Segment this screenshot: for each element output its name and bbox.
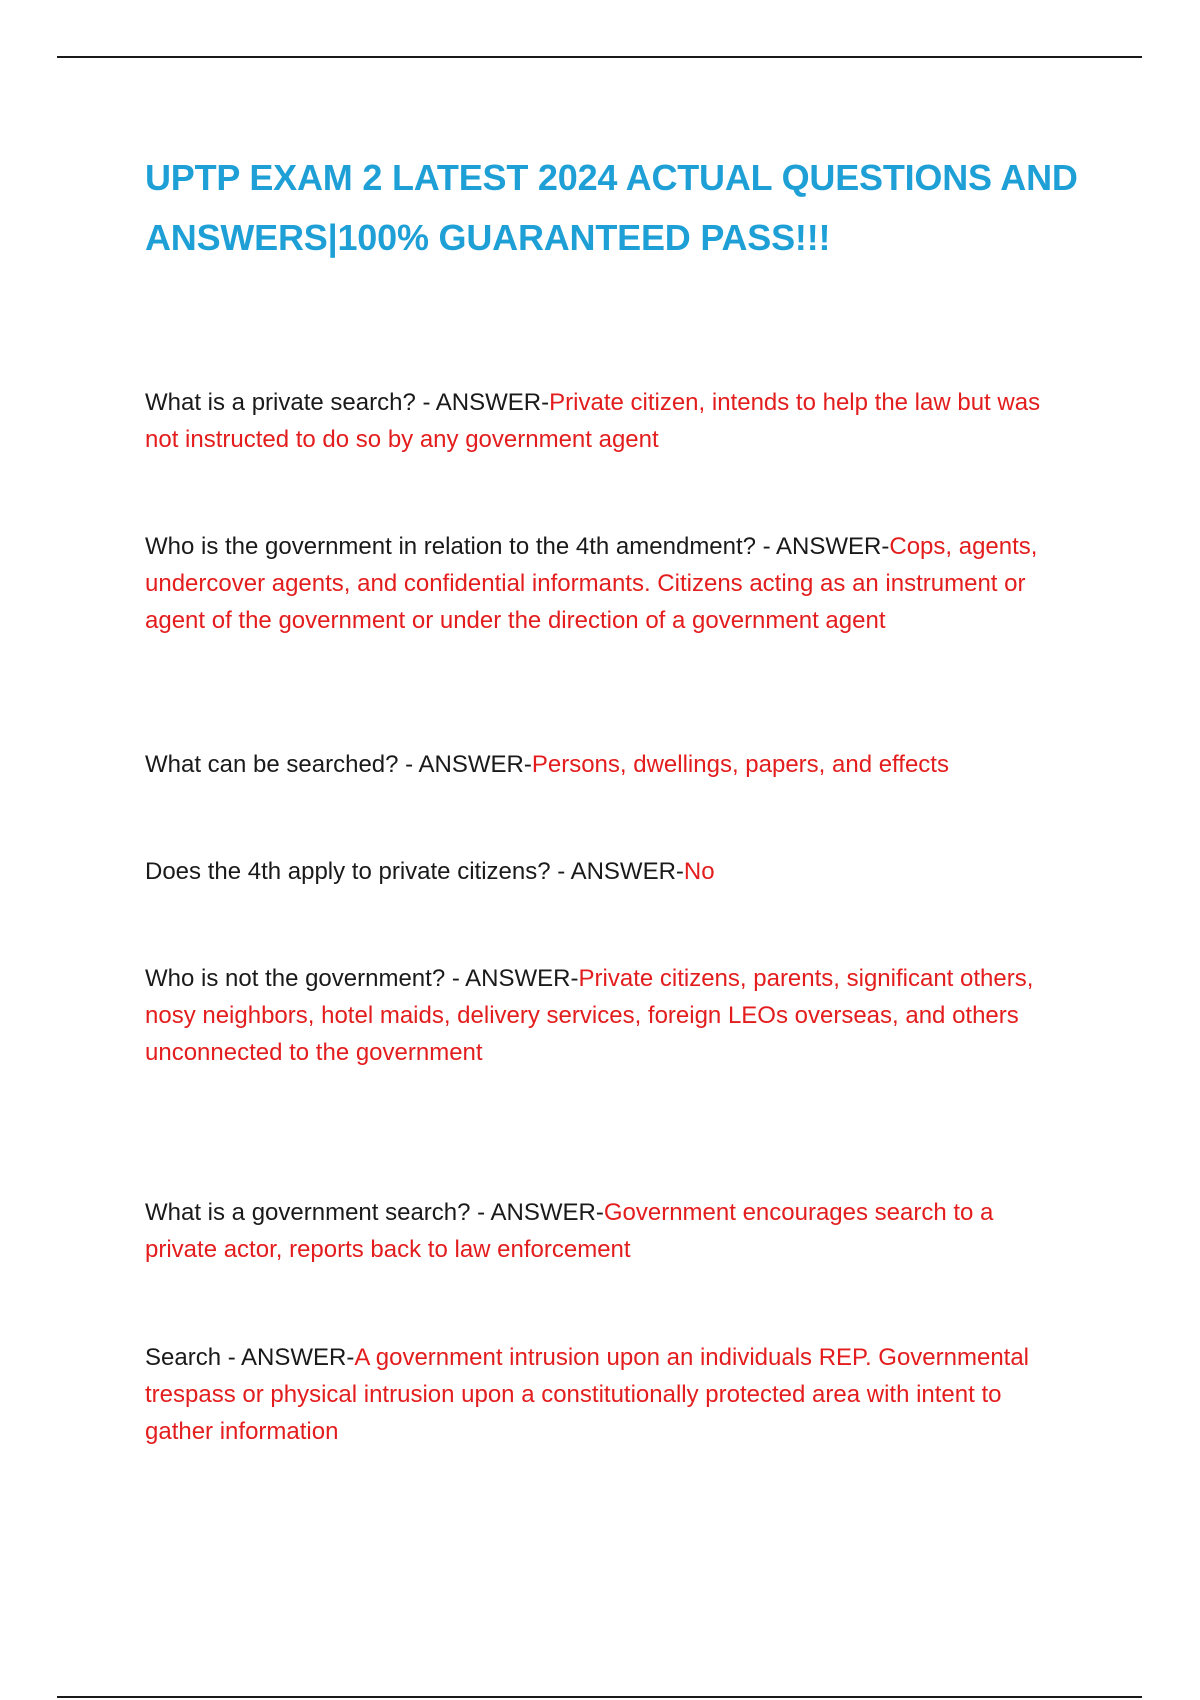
document-title: UPTP EXAM 2 LATEST 2024 ACTUAL QUESTIONS AND ANSWERS|100% GUARANTEED PASS!!! [145, 157, 1078, 258]
answer-label: - ANSWER- [221, 1344, 355, 1371]
answer-label: - ANSWER- [756, 533, 890, 560]
question-text: Who is not the government? [145, 965, 446, 992]
qa-item [145, 746, 1065, 783]
answer-text: Cops, agents, undercover agents, and confidential informants. Citizens acting as an instrument or agent of the government or under the direction of a government agent [145, 533, 1038, 634]
question-text: What can be searched? [145, 751, 399, 778]
question-text: What is a government search? [145, 1199, 471, 1226]
answer-label: - ANSWER- [398, 751, 532, 778]
answer-text: Government encourages search to a private actor, reports back to law enforcement [145, 1199, 994, 1263]
answer-text: Persons, dwellings, papers, and effects [531, 751, 949, 778]
bottom-rule [57, 1696, 1142, 1698]
answer-label: - ANSWER- [470, 1199, 604, 1226]
qa-item [145, 1194, 1065, 1268]
question-text: Does the 4th apply to private citizens? [145, 858, 551, 885]
qa-item [145, 384, 1065, 458]
qa-item [145, 853, 1065, 890]
question-text: Who is the government in relation to the 4th amendment? [145, 533, 757, 560]
qa-item [145, 528, 1065, 639]
question-text: What is a private search? [145, 389, 416, 416]
answer-text: Private citizens, parents, significant others, nosy neighbors, hotel maids, delivery services, foreign LEOs overseas, and others unconnected to the government [145, 965, 1034, 1066]
answer-text: Private citizen, intends to help the law but was not instructed to do so by any government agent [145, 389, 1041, 453]
answer-label: - ANSWER- [415, 389, 550, 416]
question-text: Search [145, 1344, 222, 1371]
answer-label: - ANSWER- [550, 858, 684, 885]
answer-text: No [683, 858, 715, 885]
qa-item [145, 960, 1065, 1071]
top-rule [57, 56, 1142, 58]
answer-label: - ANSWER- [445, 965, 579, 992]
qa-item [145, 1339, 1065, 1450]
answer-text: A government intrusion upon an individuals REP. Governmental trespass or physical intrusion upon a constitutionally protected area with intent to gather information [145, 1344, 1030, 1445]
